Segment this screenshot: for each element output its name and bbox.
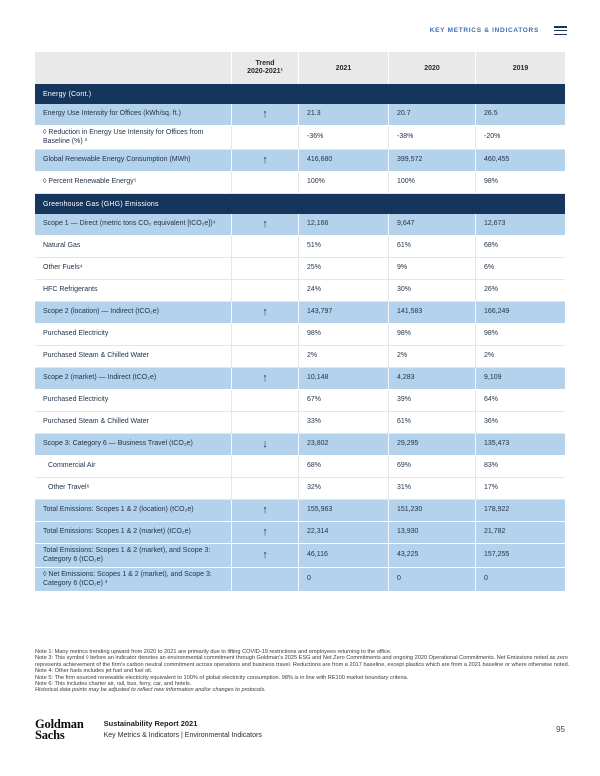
table-row <box>35 280 565 302</box>
value-cell-2021: 25% <box>298 258 388 279</box>
trend-header-line1: Trend <box>255 59 275 67</box>
value-cell-2019: 68% <box>475 236 565 257</box>
value-cell-2021: 67% <box>298 390 388 411</box>
footnote: Note 5: The firm sourced renewable electricity equivalent to 100% of global electricity consumption. 98% is in line with RE100 market boundary criteria. <box>35 674 409 681</box>
value-cell-2021: 24% <box>298 280 388 301</box>
value-cell-2019: 6% <box>475 258 565 279</box>
section-header <box>35 194 565 214</box>
trend-cell <box>231 280 298 301</box>
row-label: Scope 2 (market) — Indirect (tCO₂e) <box>43 374 157 382</box>
page-header <box>430 26 567 35</box>
row-label: Energy Use Intensity for Offices (kWh/sq. ft.) <box>43 110 181 118</box>
footnotes <box>35 649 570 694</box>
trend-up-icon: ↑ <box>231 214 298 235</box>
section-header-label: Greenhouse Gas (GHG) Emissions <box>43 200 159 208</box>
value-cell-2021: 416,680 <box>298 150 388 171</box>
row-label: Scope 2 (location) — Indirect (tCO₂e) <box>43 308 159 316</box>
logo-line2: Sachs <box>35 727 65 742</box>
table-header-row <box>35 52 565 84</box>
footnote: Note 4: Other fuels includes jet fuel and fuel oil. <box>35 668 153 675</box>
row-label: Purchased Steam & Chilled Water <box>43 352 149 360</box>
header-cell-2020: 2020 <box>388 52 475 84</box>
trend-up-icon: ↑ <box>231 302 298 323</box>
goldman-sachs-logo <box>35 719 84 740</box>
header-cell-2019: 2019 <box>475 52 565 84</box>
table-row <box>35 544 565 568</box>
table-row <box>35 104 565 126</box>
trend-cell <box>231 324 298 345</box>
row-label: Natural Gas <box>43 242 81 250</box>
trend-header-line2: 2020-2021¹ <box>247 68 283 75</box>
value-cell-2019: 9,109 <box>475 368 565 389</box>
page-number: 95 <box>556 725 565 734</box>
value-cell-2021: 33% <box>298 412 388 433</box>
table-row <box>35 172 565 194</box>
value-cell-2019: 98% <box>475 172 565 193</box>
value-cell-2021: 51% <box>298 236 388 257</box>
table-row <box>35 478 565 500</box>
value-cell-2020: 399,572 <box>388 150 475 171</box>
footnote: Note 3: This symbol ◊ before an indicator denotes an environmental commitment through Goldman's 2025 ESG and Net Zero Commitments and ongoing 2020 Operational Commitments. Net Emissions noted as zero represents achievement of the firm's carbon neutral commitment across operations and business travel. Reductions are from a 2017 baseline, except plastics which are from a 2021 baseline or where otherwise noted. <box>35 655 570 668</box>
value-cell-2019: 36% <box>475 412 565 433</box>
value-cell-2019: 64% <box>475 390 565 411</box>
table-row <box>35 500 565 522</box>
value-cell-2020: 98% <box>388 324 475 345</box>
logo-line1: Goldman <box>35 717 84 731</box>
trend-up-icon: ↑ <box>231 522 298 543</box>
value-cell-2021: 0 <box>298 568 388 591</box>
value-cell-2019: 26% <box>475 280 565 301</box>
footer-text <box>104 719 262 739</box>
value-cell-2019: 135,473 <box>475 434 565 455</box>
menu-bar <box>554 26 567 28</box>
table-body <box>35 84 565 592</box>
page-footer <box>35 719 565 740</box>
value-cell-2021: 10,148 <box>298 368 388 389</box>
row-label: Purchased Electricity <box>43 396 109 404</box>
value-cell-2020: -38% <box>388 126 475 149</box>
trend-up-icon: ↑ <box>231 104 298 125</box>
value-cell-2021: 32% <box>298 478 388 499</box>
metrics-table <box>35 52 565 592</box>
trend-cell <box>231 258 298 279</box>
header-cell-trend <box>231 52 298 84</box>
trend-cell <box>231 456 298 477</box>
row-label: Global Renewable Energy Consumption (MWh) <box>43 156 191 164</box>
value-cell-2021: 12,166 <box>298 214 388 235</box>
value-cell-2020: 2% <box>388 346 475 367</box>
value-cell-2020: 9% <box>388 258 475 279</box>
value-cell-2021: 100% <box>298 172 388 193</box>
value-cell-2019: 178,922 <box>475 500 565 521</box>
value-cell-2019: 0 <box>475 568 565 591</box>
row-label: HFC Refrigerants <box>43 286 98 294</box>
value-cell-2019: 17% <box>475 478 565 499</box>
trend-up-icon: ↑ <box>231 500 298 521</box>
trend-cell <box>231 172 298 193</box>
value-cell-2020: 69% <box>388 456 475 477</box>
value-cell-2020: 151,230 <box>388 500 475 521</box>
table-row <box>35 368 565 390</box>
row-label: Purchased Electricity <box>43 330 109 338</box>
table-row <box>35 346 565 368</box>
trend-up-icon: ↑ <box>231 544 298 567</box>
menu-bar <box>554 30 567 32</box>
value-cell-2020: 61% <box>388 412 475 433</box>
value-cell-2019: 12,673 <box>475 214 565 235</box>
value-cell-2020: 100% <box>388 172 475 193</box>
value-cell-2021: 68% <box>298 456 388 477</box>
value-cell-2020: 0 <box>388 568 475 591</box>
footnote: Note 1: Many metrics trending upward from 2020 to 2021 are primarily due to lifting COVID-19 restrictions and employees returning to the office. <box>35 649 392 655</box>
value-cell-2021: 98% <box>298 324 388 345</box>
value-cell-2019: 460,455 <box>475 150 565 171</box>
value-cell-2021: 46,116 <box>298 544 388 567</box>
table-row <box>35 412 565 434</box>
row-label: Scope 1 — Direct (metric tons CO₂ equivalent [tCO₂e])⁴ <box>43 220 216 228</box>
value-cell-2019: 83% <box>475 456 565 477</box>
value-cell-2021: 143,797 <box>298 302 388 323</box>
table-row <box>35 302 565 324</box>
table-row <box>35 522 565 544</box>
value-cell-2021: -36% <box>298 126 388 149</box>
table-row <box>35 434 565 456</box>
trend-cell <box>231 390 298 411</box>
value-cell-2019: 2% <box>475 346 565 367</box>
row-label: ◊ Reduction in Energy Use Intensity for Offices from Baseline (%) ³ <box>43 129 204 145</box>
value-cell-2020: 13,930 <box>388 522 475 543</box>
table-row <box>35 324 565 346</box>
value-cell-2019: -20% <box>475 126 565 149</box>
row-label: Other Fuels⁴ <box>43 264 83 272</box>
trend-up-icon: ↑ <box>231 368 298 389</box>
row-label: Other Travel⁶ <box>48 484 90 492</box>
table-row <box>35 150 565 172</box>
table-row <box>35 236 565 258</box>
value-cell-2021: 23,802 <box>298 434 388 455</box>
table-row <box>35 568 565 592</box>
footnote: Note 6: This includes charter air, rail, bus, ferry, car, and hotels. <box>35 681 192 688</box>
value-cell-2021: 2% <box>298 346 388 367</box>
trend-cell <box>231 478 298 499</box>
value-cell-2020: 9,647 <box>388 214 475 235</box>
value-cell-2020: 4,283 <box>388 368 475 389</box>
trend-cell <box>231 412 298 433</box>
table-row <box>35 258 565 280</box>
breadcrumb[interactable]: KEY METRICS & INDICATORS <box>429 27 539 35</box>
trend-cell <box>231 236 298 257</box>
row-label: Purchased Steam & Chilled Water <box>43 418 149 426</box>
trend-cell <box>231 126 298 149</box>
footnote-disclaimer: Historical data points may be adjusted to reflect new information and/or changes to protocols. <box>35 687 266 694</box>
value-cell-2019: 157,255 <box>475 544 565 567</box>
section-header <box>35 84 565 104</box>
value-cell-2019: 98% <box>475 324 565 345</box>
value-cell-2021: 22,314 <box>298 522 388 543</box>
value-cell-2021: 155,963 <box>298 500 388 521</box>
value-cell-2020: 30% <box>388 280 475 301</box>
row-label: ◊ Net Emissions: Scopes 1 & 2 (market), and Scope 3: Category 6 (tCO₂e) ³ <box>43 571 212 587</box>
hamburger-menu-icon[interactable] <box>554 26 567 35</box>
table-row <box>35 456 565 478</box>
value-cell-2019: 26.5 <box>475 104 565 125</box>
value-cell-2020: 141,583 <box>388 302 475 323</box>
row-label: Scope 3: Category 6 — Business Travel (tCO₂e) <box>43 440 193 448</box>
value-cell-2020: 39% <box>388 390 475 411</box>
trend-cell <box>231 346 298 367</box>
table-row <box>35 214 565 236</box>
menu-bar <box>554 34 567 36</box>
value-cell-2020: 61% <box>388 236 475 257</box>
row-label: ◊ Percent Renewable Energy⁵ <box>43 178 137 186</box>
value-cell-2021: 21.3 <box>298 104 388 125</box>
value-cell-2020: 31% <box>388 478 475 499</box>
value-cell-2020: 20.7 <box>388 104 475 125</box>
table-row <box>35 126 565 150</box>
footer-section-path: Key Metrics & Indicators | Environmental Indicators <box>103 731 262 739</box>
row-label: Total Emissions: Scopes 1 & 2 (market) (tCO₂e) <box>43 528 191 536</box>
trend-cell <box>231 568 298 591</box>
trend-down-icon: ↓ <box>231 434 298 455</box>
row-label: Commercial Air <box>48 462 96 470</box>
row-label: Total Emissions: Scopes 1 & 2 (location) (tCO₂e) <box>43 506 194 514</box>
section-header-label: Energy (Cont.) <box>43 90 92 98</box>
value-cell-2020: 29,295 <box>388 434 475 455</box>
header-cell-blank <box>35 52 231 84</box>
value-cell-2019: 166,249 <box>475 302 565 323</box>
row-label: Total Emissions: Scopes 1 & 2 (market), and Scope 3: Category 6 (tCO₂e) <box>43 547 211 563</box>
table-row <box>35 390 565 412</box>
value-cell-2019: 21,782 <box>475 522 565 543</box>
trend-up-icon: ↑ <box>231 150 298 171</box>
header-cell-2021: 2021 <box>298 52 388 84</box>
value-cell-2020: 43,225 <box>388 544 475 567</box>
report-title: Sustainability Report 2021 <box>103 719 198 728</box>
